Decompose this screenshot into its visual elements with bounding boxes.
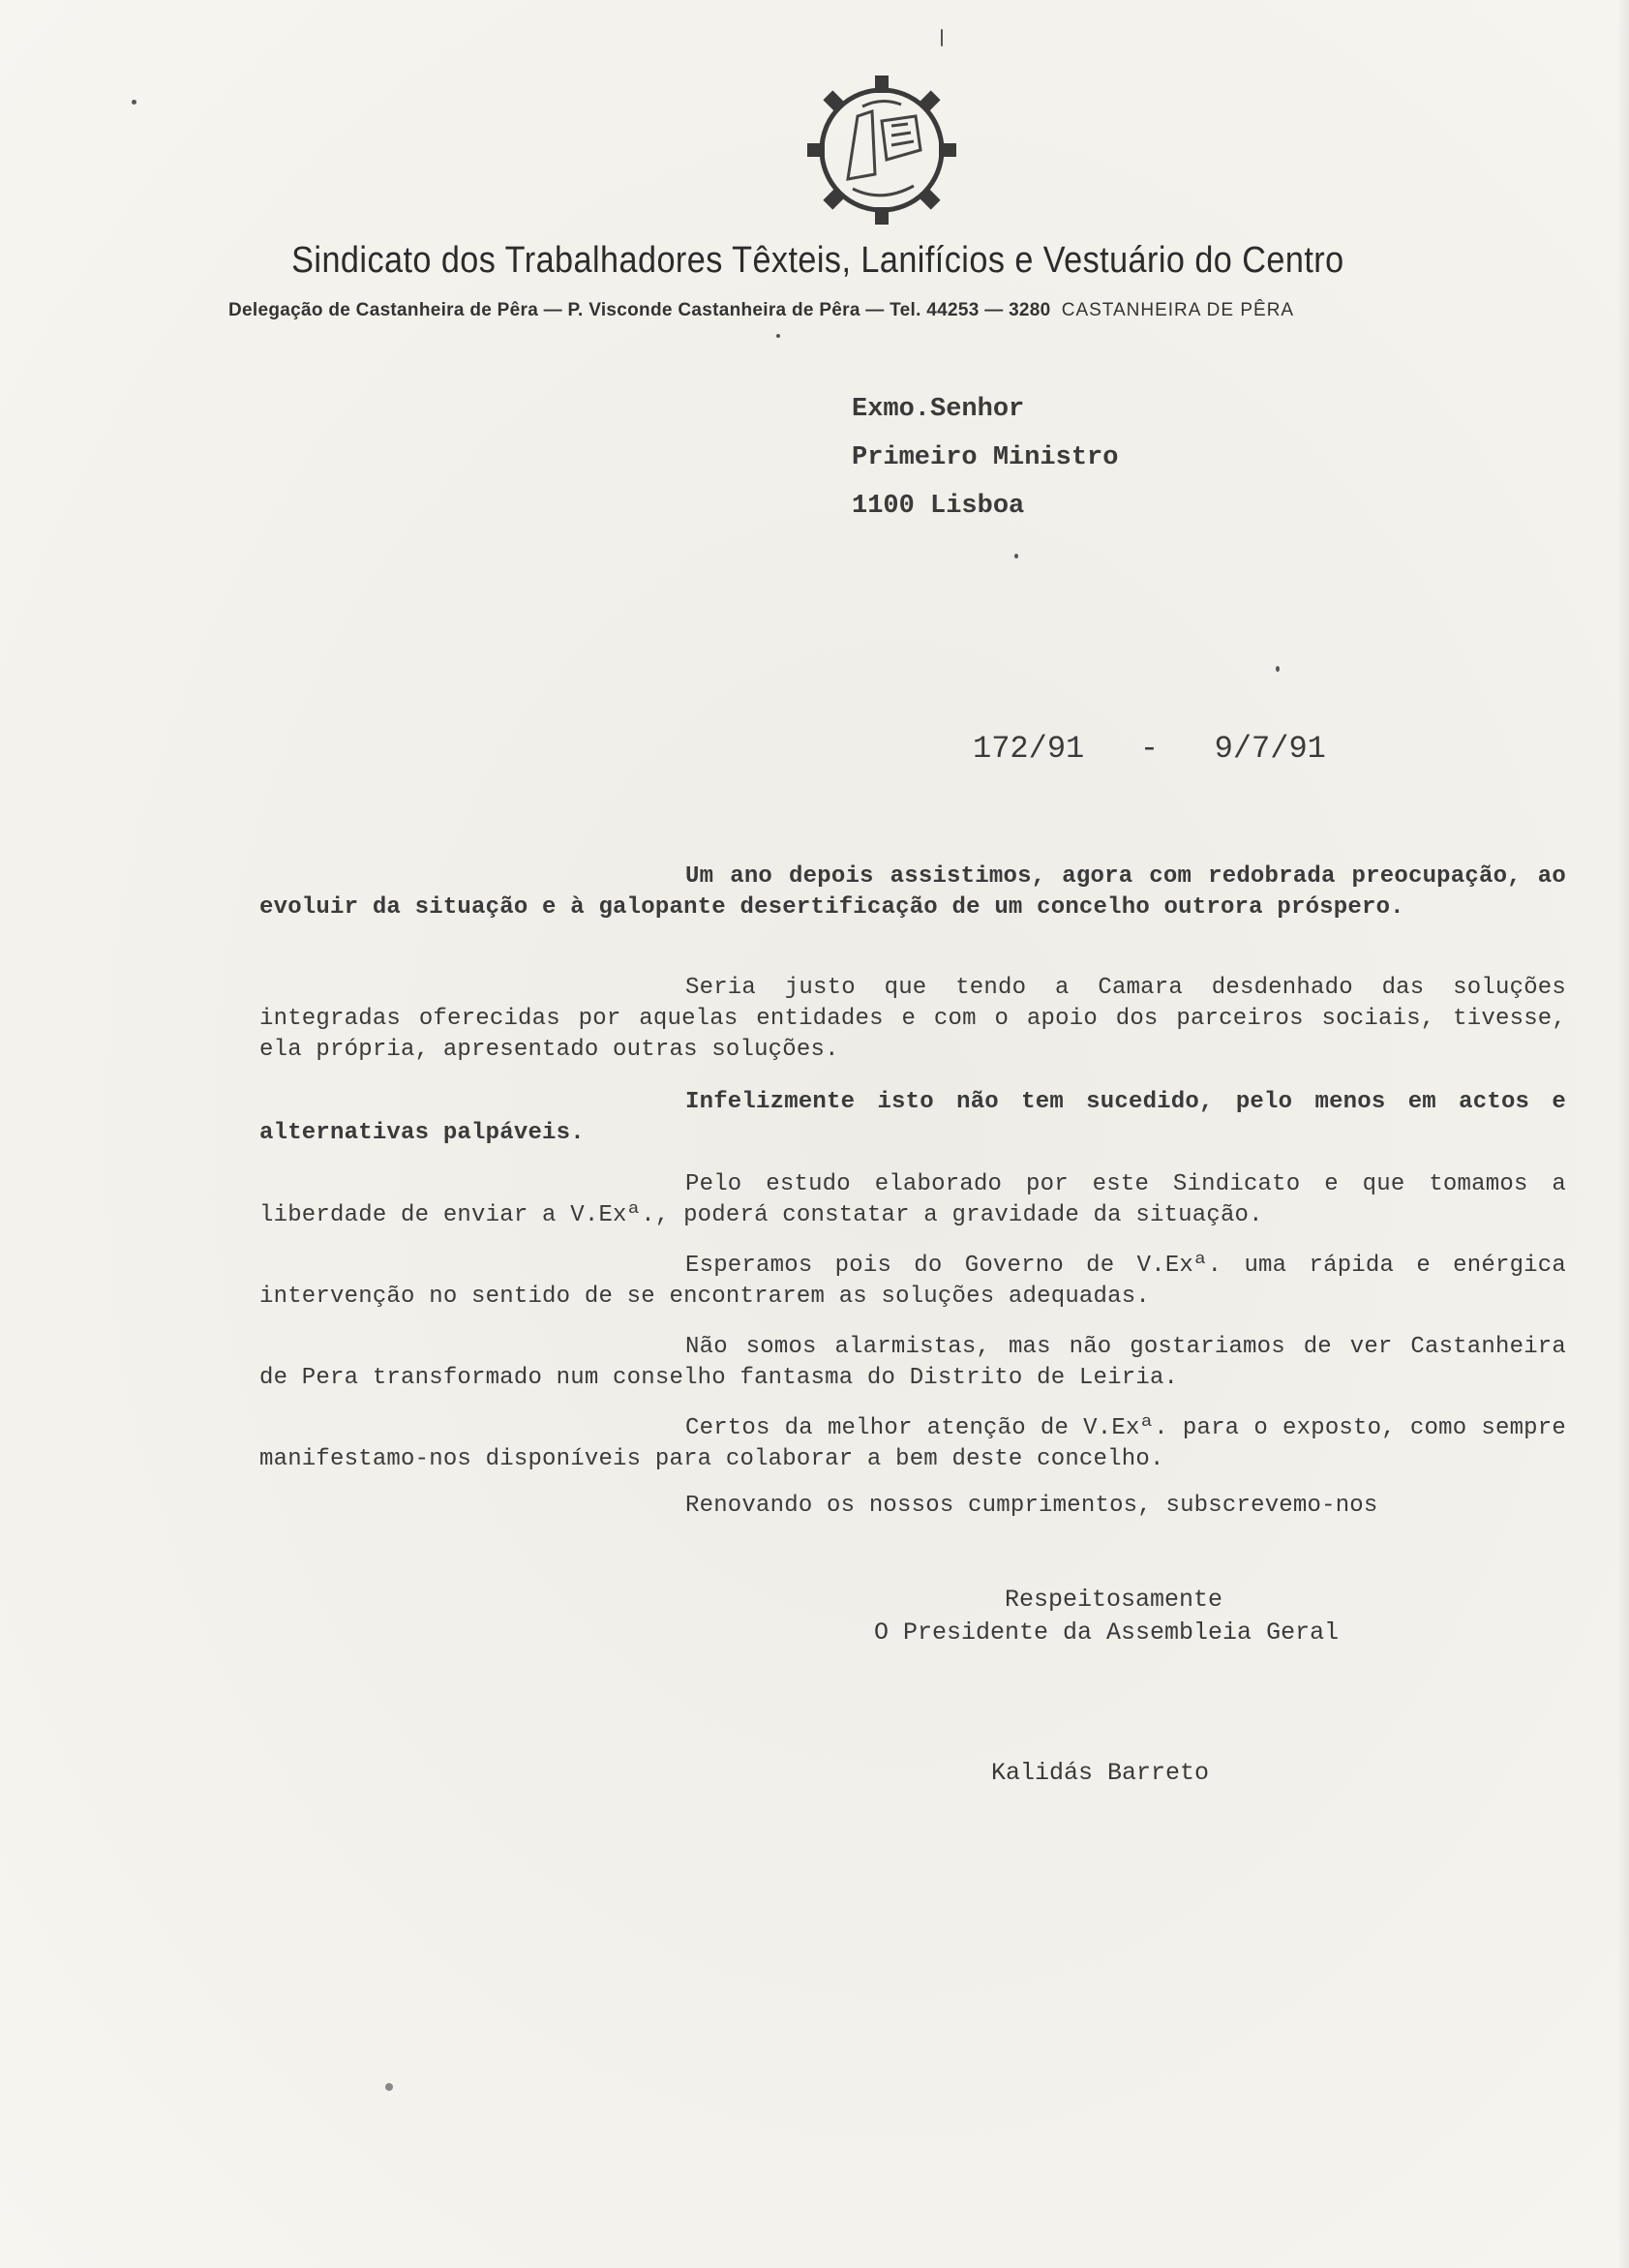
reference-line <box>973 731 1326 767</box>
closing-salutation: Respeitosamente <box>1005 1586 1223 1614</box>
paper-speck <box>1276 666 1280 672</box>
paper-speck <box>385 2083 393 2091</box>
addressee-line-1: Exmo.Senhor <box>852 395 1025 424</box>
reference-separator: - <box>1139 731 1160 767</box>
body-paragraph-7 <box>259 1413 1566 1475</box>
reference-number: 172/91 <box>973 731 1085 767</box>
body-paragraph-2 <box>259 973 1566 1066</box>
paper-speck <box>776 334 780 338</box>
organization-name: Sindicato dos Trabalhadores Têxteis, Lanifícios e Vestuário do Centro <box>291 240 1344 281</box>
paper-speck <box>941 29 943 46</box>
addressee-line-3: 1100 Lisboa <box>852 492 1025 521</box>
body-paragraph-4 <box>259 1169 1566 1231</box>
paragraph-text: Pelo estudo elaborado por este Sindicato e que tomamos a liberdade de enviar a V.Exª., poderá constatar a gravidade da situação. <box>259 1171 1566 1228</box>
delegation-city: CASTANHEIRA DE PÊRA <box>1061 300 1295 320</box>
paragraph-text: Esperamos pois do Governo de V.Exª. uma rápida e enérgica intervenção no sentido de se encontrarem as soluções adequadas. <box>259 1253 1566 1310</box>
body-paragraph-8 <box>259 1491 1566 1522</box>
paper-speck <box>1014 554 1018 559</box>
paragraph-text: Certos da melhor atenção de V.Exª. para o exposto, como sempre manifestamo-nos disponíveis para colaborar a bem deste concelho. <box>259 1415 1566 1472</box>
body-paragraph-5 <box>259 1251 1566 1313</box>
paragraph-text: Infelizmente isto não tem sucedido, pelo menos em actos e alternativas palpáveis. <box>259 1089 1566 1146</box>
paragraph-text: Um ano depois assistimos, agora com redobrada preocupação, ao evoluir da situação e à galopante desertificação de um concelho outrora próspero. <box>259 863 1566 921</box>
paragraph-text: Renovando os nossos cumprimentos, subscrevemo-nos <box>685 1493 1378 1519</box>
union-emblem-gear-icon <box>799 68 964 232</box>
reference-date: 9/7/91 <box>1214 731 1326 767</box>
delegation-address-text: Delegação de Castanheira de Pêra — P. Visconde Castanheira de Pêra — Tel. 44253 — 3280 <box>228 300 1051 320</box>
body-paragraph-1 <box>259 862 1566 923</box>
page-edge-shadow <box>1617 0 1629 2268</box>
paragraph-text: Não somos alarmistas, mas não gostariamos de ver Castanheira de Pera transformado num conselho fantasma do Distrito de Leiria. <box>259 1334 1566 1391</box>
addressee-line-2: Primeiro Ministro <box>852 443 1119 472</box>
delegation-address <box>228 300 1294 321</box>
paper-speck <box>132 100 136 105</box>
signatory-name: Kalidás Barreto <box>991 1759 1210 1787</box>
paragraph-text: Seria justo que tendo a Camara desdenhado das soluções integradas oferecidas por aquelas entidades e com o apoio dos parceiros sociais, tivesse, ela própria, apresentado outras soluções. <box>259 975 1566 1063</box>
body-paragraph-3 <box>259 1087 1566 1149</box>
signatory-title: O Presidente da Assembleia Geral <box>874 1618 1340 1647</box>
body-paragraph-6 <box>259 1332 1566 1394</box>
